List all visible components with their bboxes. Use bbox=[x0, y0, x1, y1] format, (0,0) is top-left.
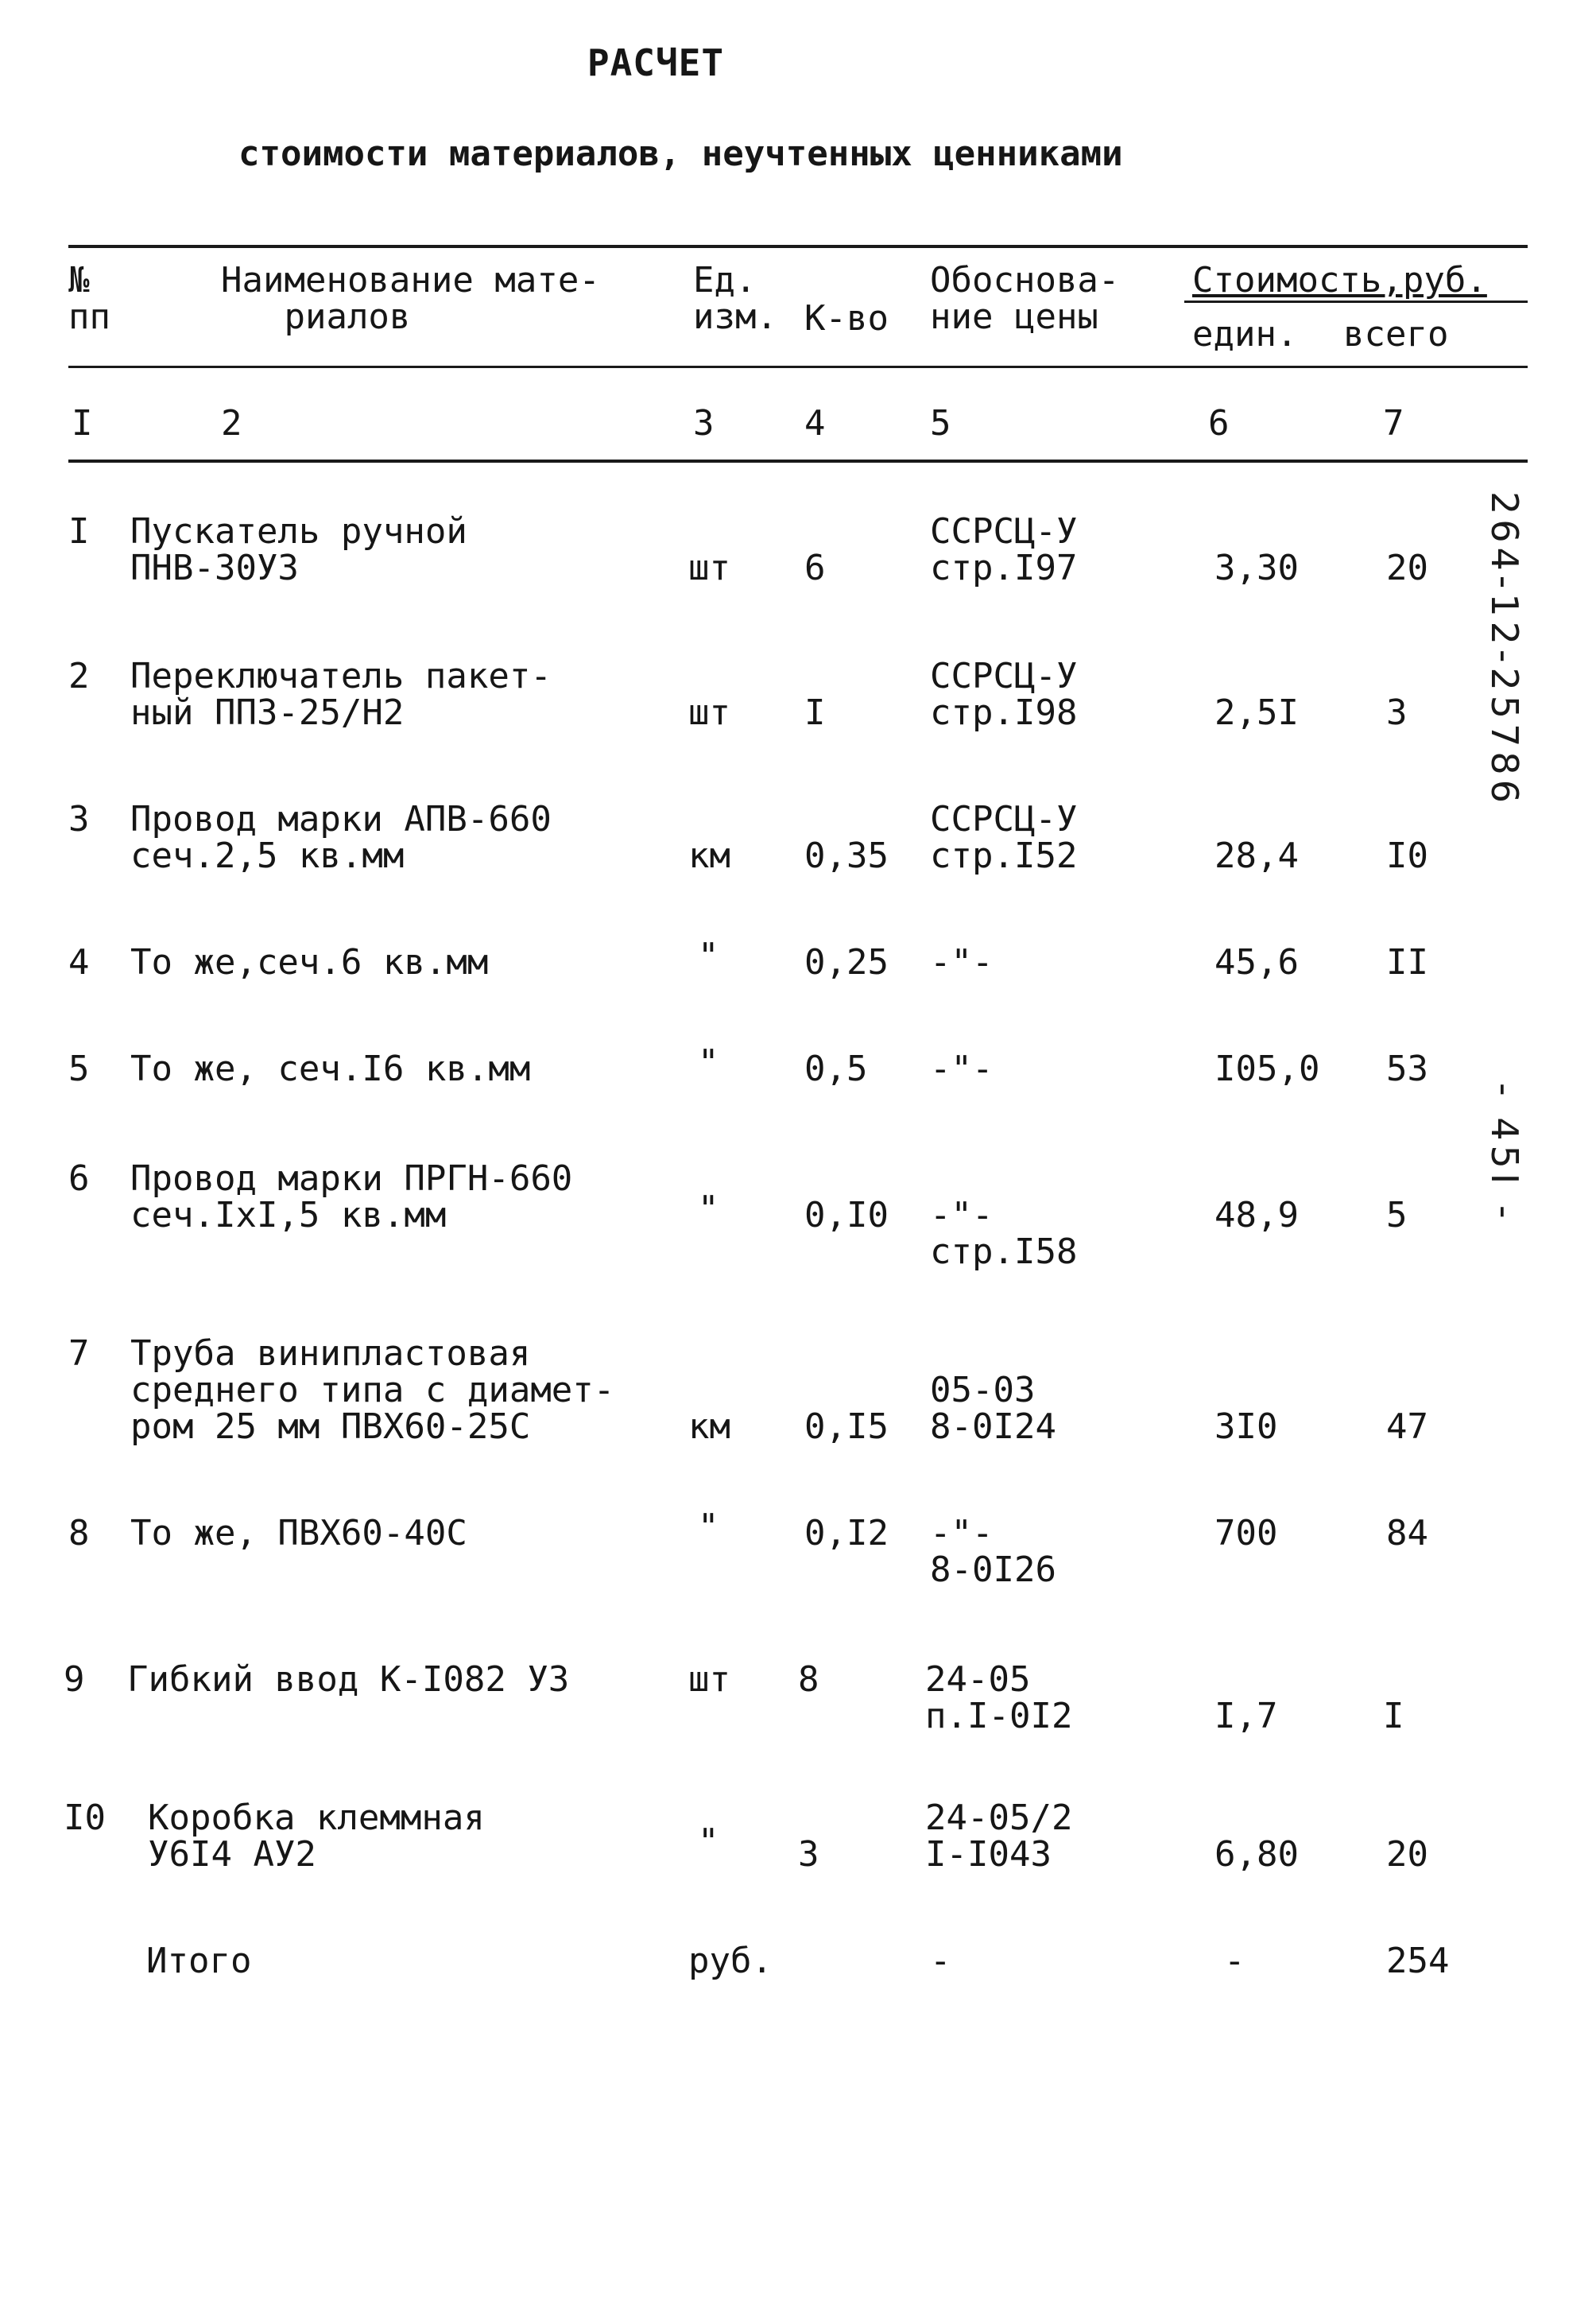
document-title: РАСЧЕТ bbox=[587, 41, 725, 84]
row-unit-cost: 48,9 bbox=[1214, 1195, 1299, 1235]
header-unit-cost: един. bbox=[1192, 314, 1298, 355]
row-basis: ССРСЦ-У стр.I97 bbox=[930, 511, 1078, 588]
row-name: Труба винипластовая среднего типа с диамет- ром 25 мм ПВХ60-25С bbox=[130, 1333, 615, 1447]
header-top-rule bbox=[68, 245, 1528, 248]
row-qty: 0,25 bbox=[804, 942, 889, 983]
total-basis: - bbox=[930, 1941, 951, 1981]
row-name: Коробка клеммная У6I4 АУ2 bbox=[148, 1798, 485, 1875]
row-unit-cost: 28,4 bbox=[1214, 836, 1299, 876]
row-unit: " bbox=[698, 1189, 719, 1229]
column-number-6: 6 bbox=[1208, 403, 1230, 444]
row-qty: 0,35 bbox=[804, 836, 889, 876]
row-basis: 24-05/2 I-I043 bbox=[925, 1798, 1073, 1875]
row-unit: " bbox=[698, 936, 719, 976]
header-unit: Ед. изм. bbox=[693, 260, 777, 337]
column-number-4: 4 bbox=[804, 403, 826, 444]
cost-subheader-rule bbox=[1184, 301, 1528, 303]
column-number-3: 3 bbox=[693, 403, 715, 444]
column-number-7: 7 bbox=[1383, 403, 1404, 444]
row-unit: шт bbox=[688, 548, 730, 588]
row-name: То же,сеч.6 кв.мм bbox=[130, 942, 489, 983]
row-unit-cost: I,7 bbox=[1214, 1696, 1278, 1736]
row-num: 5 bbox=[68, 1049, 90, 1089]
document-code-stamp: 264-12-25786 bbox=[1483, 491, 1526, 808]
row-qty: 6 bbox=[804, 548, 826, 588]
header-name: Наименование мате- риалов bbox=[221, 260, 600, 337]
row-qty: 0,I2 bbox=[804, 1513, 889, 1553]
row-basis: 05-03 8-0I24 bbox=[930, 1370, 1056, 1447]
row-total: 20 bbox=[1386, 548, 1428, 588]
row-unit: км bbox=[688, 836, 730, 876]
row-total: I0 bbox=[1386, 836, 1428, 876]
row-unit: шт bbox=[688, 1659, 730, 1700]
row-total: 84 bbox=[1386, 1513, 1428, 1553]
column-number-5: 5 bbox=[930, 403, 951, 444]
header-qty: К-во bbox=[804, 298, 889, 339]
row-qty: 0,I5 bbox=[804, 1406, 889, 1447]
row-name: Провод марки АПВ-660 сеч.2,5 кв.мм bbox=[130, 799, 552, 876]
row-unit: " bbox=[698, 1821, 719, 1862]
row-num: 4 bbox=[68, 942, 90, 983]
row-unit-cost: 6,80 bbox=[1214, 1834, 1299, 1875]
row-num: 2 bbox=[68, 656, 90, 696]
row-basis: -"- стр.I58 bbox=[930, 1195, 1078, 1272]
row-num: 3 bbox=[68, 799, 90, 840]
row-total: 20 bbox=[1386, 1834, 1428, 1875]
row-basis: -"- bbox=[930, 1049, 994, 1089]
row-total: 53 bbox=[1386, 1049, 1428, 1089]
row-name: Гибкий ввод К-I082 У3 bbox=[127, 1659, 570, 1700]
row-total: 3 bbox=[1386, 692, 1408, 733]
row-num: 9 bbox=[64, 1659, 85, 1700]
document-subtitle: стоимости материалов, неучтенных ценниками bbox=[238, 134, 1123, 174]
column-number-2: 2 bbox=[221, 403, 242, 444]
row-total: 47 bbox=[1386, 1406, 1428, 1447]
page-number-stamp: - 45I - bbox=[1483, 1083, 1526, 1224]
row-num: 7 bbox=[68, 1333, 90, 1374]
row-total: II bbox=[1386, 942, 1428, 983]
total-label: Итого bbox=[146, 1941, 252, 1981]
header-bottom-rule bbox=[68, 460, 1528, 463]
header-basis: Обоснова- ние цены bbox=[930, 260, 1120, 337]
row-name: Переключатель пакет- ный ПП3-25/Н2 bbox=[130, 656, 552, 733]
row-qty: 0,I0 bbox=[804, 1195, 889, 1235]
row-num: I bbox=[68, 511, 90, 552]
row-unit: шт bbox=[688, 692, 730, 733]
total-unit-cost: - bbox=[1224, 1941, 1245, 1981]
row-unit: км bbox=[688, 1406, 730, 1447]
column-number-1: I bbox=[72, 403, 93, 444]
row-unit-cost: 3I0 bbox=[1214, 1406, 1278, 1447]
header-cost: Стоимость,руб. bbox=[1192, 260, 1487, 301]
header-middle-rule bbox=[68, 366, 1528, 368]
row-total: 5 bbox=[1386, 1195, 1408, 1235]
row-qty: 0,5 bbox=[804, 1049, 868, 1089]
row-name: Пускатель ручной ПНВ-30У3 bbox=[130, 511, 467, 588]
row-num: 6 bbox=[68, 1158, 90, 1199]
row-name: То же, сеч.I6 кв.мм bbox=[130, 1049, 531, 1089]
header-num: № пп bbox=[68, 260, 110, 337]
row-qty: I bbox=[804, 692, 826, 733]
row-name: То же, ПВХ60-40С bbox=[130, 1513, 467, 1553]
row-unit-cost: 45,6 bbox=[1214, 942, 1299, 983]
total-value: 254 bbox=[1386, 1941, 1450, 1981]
row-unit-cost: I05,0 bbox=[1214, 1049, 1320, 1089]
total-unit: руб. bbox=[688, 1941, 773, 1981]
row-basis: -"- bbox=[930, 942, 994, 983]
row-name: Провод марки ПРГН-660 сеч.IxI,5 кв.мм bbox=[130, 1158, 573, 1235]
row-num: I0 bbox=[64, 1798, 106, 1838]
row-unit-cost: 700 bbox=[1214, 1513, 1278, 1553]
row-basis: -"- 8-0I26 bbox=[930, 1513, 1056, 1590]
header-total-cost: всего bbox=[1343, 314, 1449, 355]
row-basis: ССРСЦ-У стр.I98 bbox=[930, 656, 1078, 733]
row-unit: " bbox=[698, 1042, 719, 1083]
row-basis: ССРСЦ-У стр.I52 bbox=[930, 799, 1078, 876]
row-qty: 3 bbox=[798, 1834, 819, 1875]
row-qty: 8 bbox=[798, 1659, 819, 1700]
row-total: I bbox=[1383, 1696, 1404, 1736]
row-unit: " bbox=[698, 1507, 719, 1547]
row-basis: 24-05 п.I-0I2 bbox=[925, 1659, 1073, 1736]
row-num: 8 bbox=[68, 1513, 90, 1553]
row-unit-cost: 2,5I bbox=[1214, 692, 1299, 733]
row-unit-cost: 3,30 bbox=[1214, 548, 1299, 588]
